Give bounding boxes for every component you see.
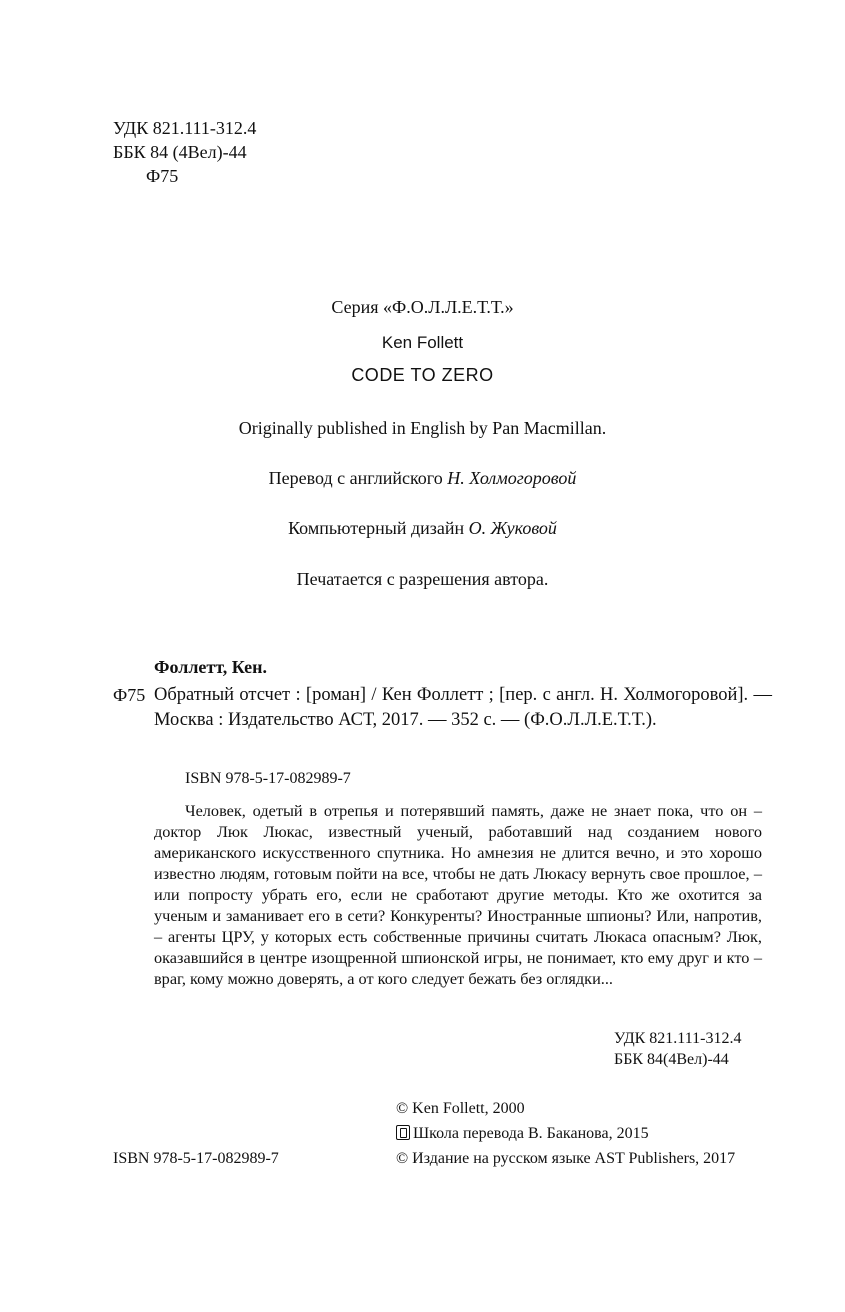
- design-credit: [0, 516, 845, 540]
- copyright-author: © Ken Follett, 2000: [396, 1100, 525, 1117]
- copyright-translation-text: Школа перевода В. Баканова, 2015: [413, 1125, 649, 1142]
- title-english: CODE TO ZERO: [351, 365, 494, 385]
- design-label: Компьютерный дизайн: [288, 518, 469, 538]
- copyright-translation: [396, 1123, 649, 1144]
- catalog-description: Обратный отсчет : [роман] / Кен Фоллетт ; [пер. с англ. Н. Холмогоровой]. — Москва : Издательство АСТ, 2017. — 352 с. — (Ф.О.Л.Л.Е.Т.Т.).: [154, 685, 772, 730]
- bbk-code: ББК 84 (4Вел)-44: [113, 142, 247, 162]
- boxed-mark-icon: [396, 1125, 410, 1140]
- translation-label: Перевод с английского: [268, 468, 448, 488]
- translator-name: Н. Холмогоровой: [447, 468, 577, 488]
- catalog-mark: Ф75: [113, 685, 146, 705]
- catalog-isbn: ISBN 978-5-17-082989-7: [185, 770, 351, 787]
- author-english: Ken Follett: [381, 333, 464, 352]
- isbn-bottom: ISBN 978-5-17-082989-7: [113, 1150, 279, 1167]
- designer-name: О. Жуковой: [468, 518, 557, 538]
- catalog-udk: УДК 821.111-312.4: [614, 1030, 742, 1047]
- catalog-author-heading: Фоллетт, Кен.: [154, 657, 267, 677]
- series-line: Серия «Ф.О.Л.Л.Е.Т.Т.»: [331, 297, 514, 317]
- catalog-annotation: Человек, одетый в отрепья и потерявший память, даже не знает пока, что он – доктор Люк Люкас, известный ученый, работавший над созданием нового американского искусственного спутника. Но амнезия не длится вечно, и это хорошо известно людям, готовым пойти на все, чтобы не дать Люкасу вернуть свое прошлое, – или попросту убрать его, если не сработают другие методы. Кто же охотится за ученым и заманивает его в сети? Конкуренты? Иностранные шпионы? Или, напротив, – агенты ЦРУ, у которых есть собственные причины считать Люкаса опасным? Люк, оказавшийся в центре изощренной шпионской игры, не понимает, кто ему друг и кто – враг, кому можно доверять, а от кого следует бежать без оглядки...: [154, 801, 762, 988]
- author-mark: Ф75: [146, 166, 179, 186]
- udk-code: УДК 821.111-312.4: [113, 118, 257, 138]
- translation-credit: [0, 466, 845, 490]
- permission-note: Печатается с разрешения автора.: [296, 569, 549, 589]
- copyright-edition: © Издание на русском языке AST Publishers, 2017: [396, 1150, 736, 1167]
- catalog-bbk: ББК 84(4Вел)-44: [614, 1051, 729, 1068]
- original-publication: Originally published in English by Pan Macmillan.: [238, 418, 607, 438]
